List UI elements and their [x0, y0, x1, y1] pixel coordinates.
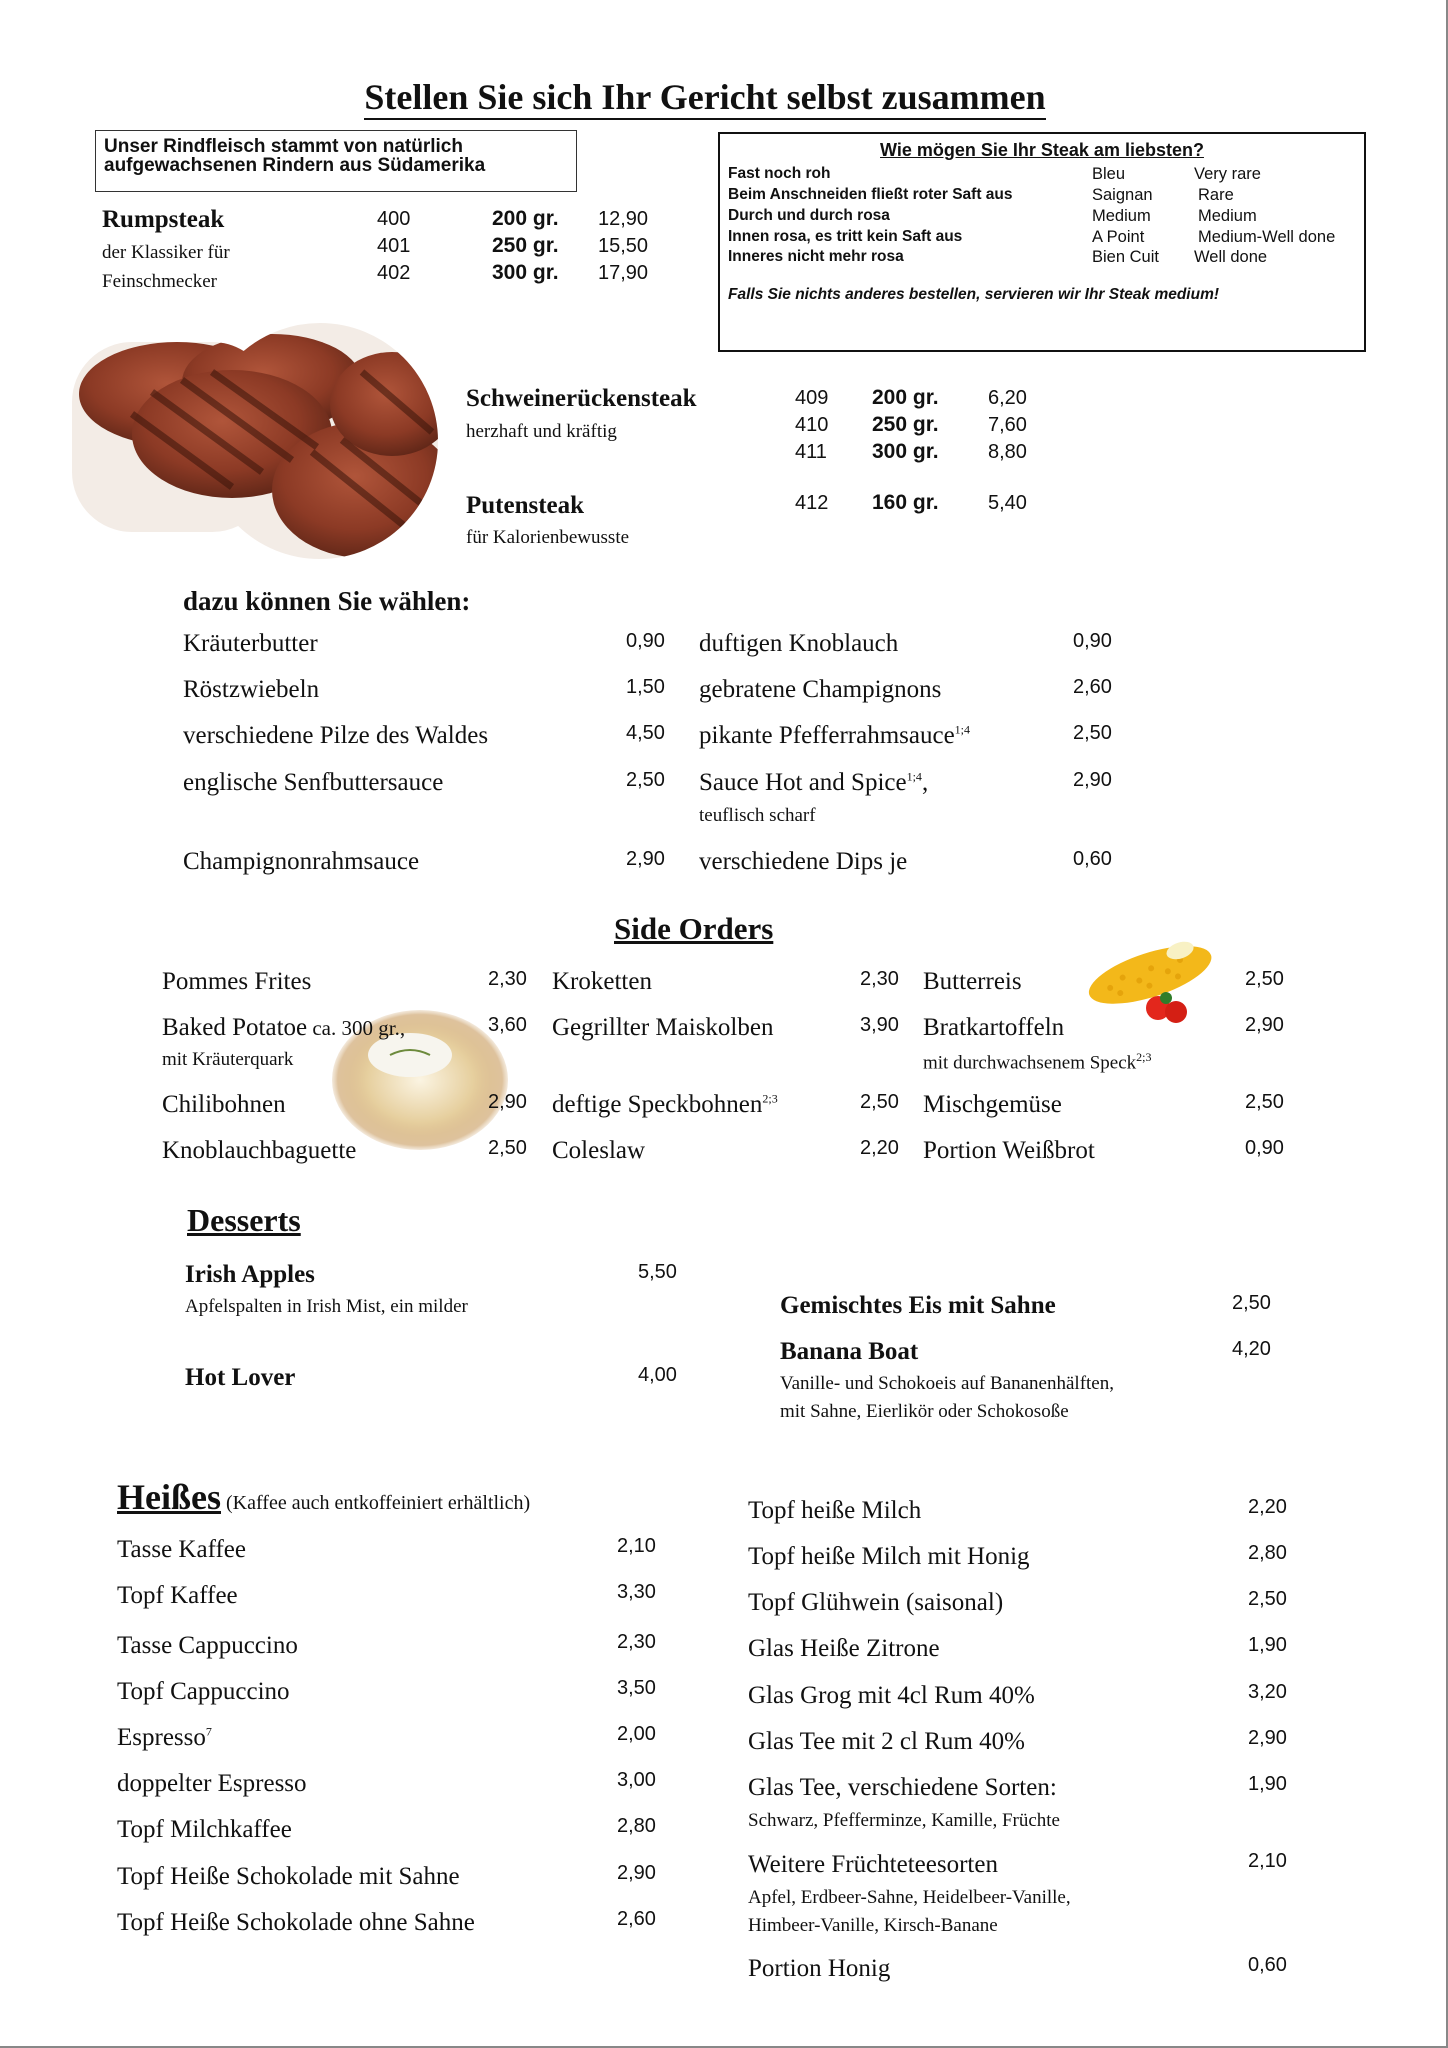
- drink-name: Tasse Cappuccino: [117, 1632, 298, 1659]
- grilled-steaks-image: [72, 322, 440, 560]
- item-number: 412: [795, 492, 829, 514]
- drink-desc: Schwarz, Pfefferminze, Kamille, Früchte: [748, 1810, 1060, 1831]
- drink-name: Portion Honig: [748, 1955, 891, 1982]
- drink-price: 3,00: [617, 1769, 656, 1791]
- side-name: Kroketten: [552, 968, 652, 995]
- hot-drinks-heading: Heißes (Kaffee auch entkoffeiniert erhältlich): [117, 1477, 531, 1517]
- side-name: Gegrillter Maiskolben: [552, 1014, 774, 1041]
- side-orders-heading: Side Orders: [614, 911, 774, 946]
- putensteak-name: Putensteak: [466, 492, 585, 519]
- side-name: Mischgemüse: [923, 1091, 1062, 1118]
- drink-name: Topf Glühwein (saisonal): [748, 1589, 1004, 1616]
- drink-price: 2,50: [1248, 1588, 1287, 1610]
- dessert-name: Banana Boat: [780, 1338, 919, 1365]
- item-price: 17,90: [598, 262, 649, 284]
- side-desc: mit Kräuterquark: [162, 1049, 294, 1070]
- side-price: 3,90: [860, 1014, 899, 1036]
- extra-price: 1,50: [626, 676, 665, 698]
- dessert-price: 4,00: [638, 1364, 677, 1386]
- item-number: 402: [377, 262, 411, 284]
- extra-name: Kräuterbutter: [183, 630, 318, 657]
- corn-tomato-image: [1078, 934, 1228, 1026]
- side-price: 0,90: [1245, 1137, 1284, 1159]
- rumpsteak-name: Rumpsteak: [102, 206, 225, 233]
- drink-name: Glas Tee, verschiedene Sorten:: [748, 1774, 1057, 1801]
- drink-name: Glas Grog mit 4cl Rum 40%: [748, 1682, 1035, 1709]
- drink-name: Topf Kaffee: [117, 1582, 238, 1609]
- extra-price: 4,50: [626, 722, 665, 744]
- drink-price: 1,90: [1248, 1773, 1287, 1795]
- drink-desc: Himbeer-Vanille, Kirsch-Banane: [748, 1915, 998, 1936]
- extra-price: 2,60: [1073, 676, 1112, 698]
- drink-price: 3,20: [1248, 1681, 1287, 1703]
- side-desc: mit durchwachsenem Speck$^{2;3}$: [923, 1050, 1152, 1074]
- extra-price: 2,90: [626, 848, 665, 870]
- extra-price: 2,50: [1073, 722, 1112, 744]
- side-name: Knoblauchbaguette: [162, 1137, 357, 1164]
- drink-name: doppelter Espresso: [117, 1770, 307, 1797]
- dessert-name: Hot Lover: [185, 1364, 296, 1391]
- dessert-desc: mit Sahne, Eierlikör oder Schokosoße: [780, 1401, 1069, 1422]
- dessert-desc: Vanille- und Schokoeis auf Bananenhälften,: [780, 1373, 1114, 1394]
- item-price: 5,40: [988, 492, 1027, 514]
- extra-name: gebratene Champignons: [699, 676, 942, 703]
- item-number: 400: [377, 208, 411, 230]
- page-title: Stellen Sie sich Ihr Gericht selbst zusammen: [0, 76, 1410, 118]
- putensteak-desc: für Kalorienbewusste: [466, 527, 630, 548]
- side-price: 2,30: [860, 968, 899, 990]
- drink-price: 2,80: [1248, 1542, 1287, 1564]
- drink-name: Weitere Früchteteesorten: [748, 1851, 998, 1878]
- item-number: 401: [377, 235, 411, 257]
- item-weight: 300 gr.: [872, 440, 939, 463]
- dessert-name: Gemischtes Eis mit Sahne: [780, 1292, 1056, 1319]
- side-name: Pommes Frites: [162, 968, 312, 995]
- extra-price: 2,50: [626, 769, 665, 791]
- drink-name: Topf Heiße Schokolade ohne Sahne: [117, 1909, 475, 1936]
- extra-price: 2,90: [1073, 769, 1112, 791]
- item-number: 410: [795, 414, 829, 436]
- drink-name: Tasse Kaffee: [117, 1536, 246, 1563]
- drink-price: 0,60: [1248, 1954, 1287, 1976]
- drink-name: Espresso$^7$: [117, 1724, 212, 1751]
- extra-desc: teuflisch scharf: [699, 805, 816, 826]
- drink-price: 2,10: [1248, 1850, 1287, 1872]
- rumpsteak-desc: Feinschmecker: [102, 271, 218, 292]
- extra-name: englische Senfbuttersauce: [183, 769, 444, 796]
- dessert-price: 4,20: [1232, 1338, 1271, 1360]
- drink-name: Topf Cappuccino: [117, 1678, 290, 1705]
- side-price: 2,50: [1245, 1091, 1284, 1113]
- drink-price: 2,00: [617, 1723, 656, 1745]
- item-weight: 300 gr.: [492, 261, 559, 284]
- drink-price: 1,90: [1248, 1634, 1287, 1656]
- extra-name: verschiedene Dips je: [699, 848, 908, 875]
- item-price: 7,60: [988, 414, 1027, 436]
- doneness-note: Falls Sie nichts anderes bestellen, servieren wir Ihr Steak medium!: [728, 286, 1220, 303]
- item-number: 409: [795, 387, 829, 409]
- extra-price: 0,90: [1073, 630, 1112, 652]
- item-weight: 200 gr.: [872, 386, 939, 409]
- extra-name: verschiedene Pilze des Waldes: [183, 722, 489, 749]
- extras-heading: dazu können Sie wählen:: [183, 586, 471, 616]
- dessert-desc: Apfelspalten in Irish Mist, ein milder: [185, 1296, 468, 1317]
- beef-origin-note: [95, 130, 577, 192]
- side-name: Baked Potatoe ca. 300 gr.,: [162, 1014, 406, 1041]
- drink-price: 2,80: [617, 1815, 656, 1837]
- side-price: 2,50: [488, 1137, 527, 1159]
- side-price: 2,90: [1245, 1014, 1284, 1036]
- item-weight: 160 gr.: [872, 491, 939, 514]
- side-price: 2,90: [488, 1091, 527, 1113]
- side-price: 2,50: [1245, 968, 1284, 990]
- drink-price: 3,30: [617, 1581, 656, 1603]
- item-price: 15,50: [598, 235, 649, 257]
- drink-desc: Apfel, Erdbeer-Sahne, Heidelbeer-Vanille,: [748, 1887, 1071, 1908]
- drink-price: 2,90: [1248, 1727, 1287, 1749]
- drink-price: 2,90: [617, 1862, 656, 1884]
- side-name: Butterreis: [923, 968, 1022, 995]
- side-name: deftige Speckbohnen$^{2;3}$: [552, 1091, 778, 1118]
- schwein-name: Schweinerückensteak: [466, 385, 697, 412]
- drink-name: Topf heiße Milch mit Honig: [748, 1543, 1030, 1570]
- beef-note-line: aufgewachsenen Rindern aus Südamerika: [104, 155, 486, 176]
- item-weight: 250 gr.: [872, 413, 939, 436]
- extra-price: 0,60: [1073, 848, 1112, 870]
- drink-name: Glas Heiße Zitrone: [748, 1635, 940, 1662]
- extra-name: duftigen Knoblauch: [699, 630, 899, 657]
- drink-price: 2,30: [617, 1631, 656, 1653]
- item-weight: 200 gr.: [492, 207, 559, 230]
- extra-name: pikante Pfefferrahmsauce$^{1;4}$: [699, 722, 971, 749]
- side-price: 2,30: [488, 968, 527, 990]
- side-price: 3,60: [488, 1014, 527, 1036]
- extra-name: Röstzwiebeln: [183, 676, 320, 703]
- item-price: 12,90: [598, 208, 649, 230]
- drink-price: 2,20: [1248, 1496, 1287, 1518]
- drink-name: Topf Milchkaffee: [117, 1816, 292, 1843]
- schwein-desc: herzhaft und kräftig: [466, 421, 617, 442]
- steak-doneness-box: Wie mögen Sie Ihr Steak am liebsten? Fast noch roh Bleu Very rare Beim Anschneiden fließt roter Saft aus Saignan Rare Durch und durch rosa Medium Medium Innen rosa, es tritt kein Saft aus A Point Medium-Well done Inneres nicht mehr rosa Bien Cuit Well done Falls Sie nichts anderes bestellen, servieren wir Ihr Steak medium!: [718, 132, 1366, 352]
- extra-name: Sauce Hot and Spice$^{1;4}$,: [699, 769, 929, 796]
- side-name: Chilibohnen: [162, 1091, 286, 1118]
- extra-price: 0,90: [626, 630, 665, 652]
- item-price: 6,20: [988, 387, 1027, 409]
- side-price: 2,50: [860, 1091, 899, 1113]
- dessert-price: 2,50: [1232, 1292, 1271, 1314]
- dessert-name: Irish Apples: [185, 1261, 315, 1288]
- drink-price: 3,50: [617, 1677, 656, 1699]
- drink-price: 2,60: [617, 1908, 656, 1930]
- drink-price: 2,10: [617, 1535, 656, 1557]
- item-weight: 250 gr.: [492, 234, 559, 257]
- rumpsteak-desc: der Klassiker für: [102, 242, 230, 263]
- item-price: 8,80: [988, 441, 1027, 463]
- side-name: Bratkartoffeln: [923, 1014, 1065, 1041]
- drink-name: Topf Heiße Schokolade mit Sahne: [117, 1863, 460, 1890]
- beef-note-line: Unser Rindfleisch stammt von natürlich: [104, 136, 463, 157]
- drink-name: Glas Tee mit 2 cl Rum 40%: [748, 1728, 1025, 1755]
- dessert-price: 5,50: [638, 1261, 677, 1283]
- side-price: 2,20: [860, 1137, 899, 1159]
- doneness-title: Wie mögen Sie Ihr Steak am liebsten?: [880, 140, 1204, 160]
- desserts-heading: Desserts: [187, 1202, 301, 1238]
- side-name: Coleslaw: [552, 1137, 646, 1164]
- drink-name: Topf heiße Milch: [748, 1497, 922, 1524]
- extra-name: Champignonrahmsauce: [183, 848, 420, 875]
- side-name: Portion Weißbrot: [923, 1137, 1095, 1164]
- item-number: 411: [795, 441, 827, 463]
